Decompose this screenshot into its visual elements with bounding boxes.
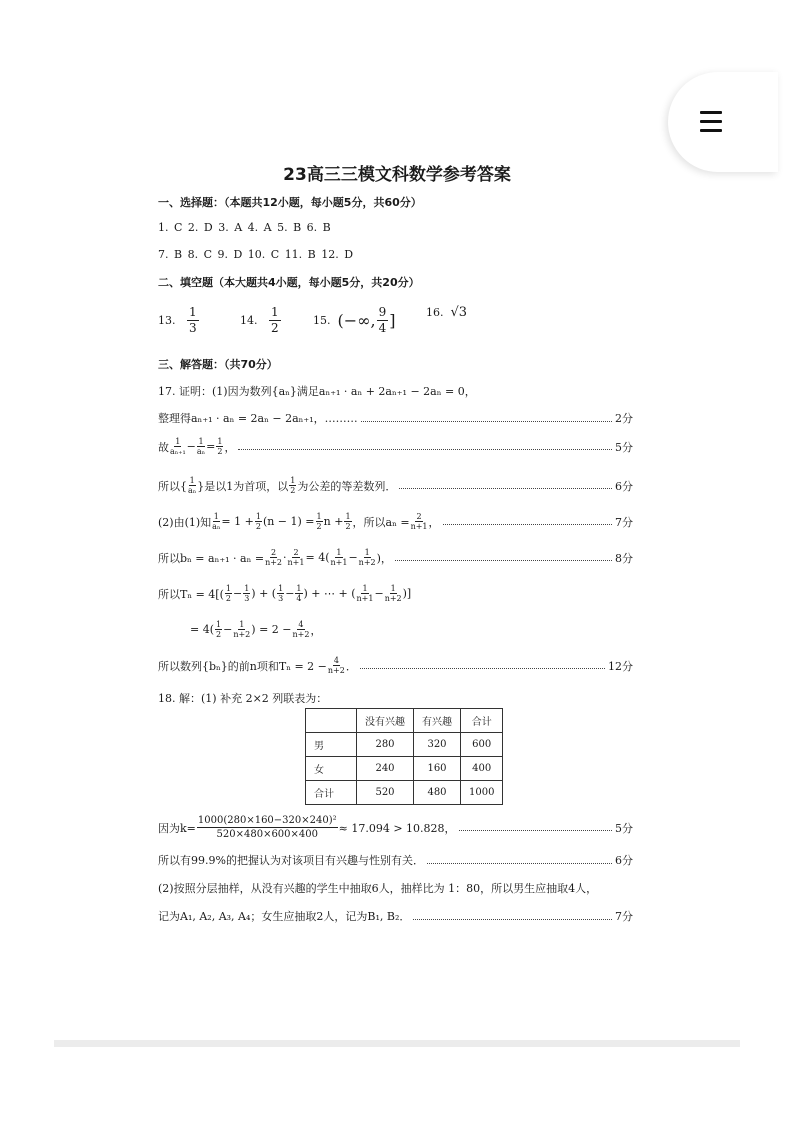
fraction: $\frac{2}{n+1}$ — [410, 512, 428, 531]
fill-answer-15 — [313, 305, 395, 336]
q17-l9-end: ． — [345, 659, 357, 673]
fraction: $\frac{1}{4}$ — [296, 584, 302, 603]
table-cell — [306, 709, 357, 733]
q17-line-5 — [158, 512, 633, 531]
fraction: $\frac{1}{\text{aₙ}}$ — [212, 512, 221, 531]
q17-l7-a: − — [232, 587, 243, 600]
q17-l3-pre: 故 — [158, 440, 169, 454]
fraction: $\frac{4}{n+2}$ — [327, 656, 345, 675]
q17-l3-eq: = — [206, 440, 216, 453]
section-choice-heading: 一、选择题：（本题共12小题，每小题5分，共60分） — [158, 196, 422, 209]
fraction: $\frac{1}{n+2}$ — [384, 584, 402, 603]
hamburger-menu-icon — [700, 111, 722, 133]
q17-l8-end: ， — [310, 623, 322, 637]
table-cell: 没有兴趣 — [357, 709, 414, 733]
table-cell: 有兴趣 — [414, 709, 461, 733]
fraction: $\frac{1}{2}$ — [216, 620, 222, 639]
table-cell: 240 — [357, 757, 414, 781]
q17-l4-end: 为公差的等差数列． — [297, 479, 397, 493]
page-bottom-edge — [54, 1040, 740, 1047]
fraction: $\frac{1}{\text{aₙ}}$ — [188, 476, 197, 495]
q17-l7-pre: 所以Tₙ = 4[( — [158, 587, 224, 601]
q15-fraction: $\frac{9}{4}$ — [378, 305, 387, 335]
q17-l5-a: = 1 + — [221, 515, 254, 528]
q17-l7-d: ) + ⋯ + ( — [303, 587, 356, 600]
table-cell: 600 — [461, 733, 503, 757]
table-cell: 男 — [306, 733, 357, 757]
fraction: $\frac{2}{n+1}$ — [287, 548, 305, 567]
q17-l8-a: − — [223, 623, 233, 636]
q17-l6-a: · — [283, 551, 287, 564]
q18-k-pre: 因为k= — [158, 821, 196, 835]
q13-fraction: $\frac{1}{3}$ — [189, 305, 197, 335]
table-row — [306, 757, 503, 781]
q17-l5-c: n + — [323, 515, 344, 528]
fraction: $\frac{1}{\text{aₙ}}$ — [196, 437, 206, 456]
fraction: $\frac{4}{n+2}$ — [292, 620, 310, 639]
q17-l3-end: ， — [224, 440, 236, 454]
score-mark: 6分 — [615, 854, 633, 867]
q17-l7-c: − — [285, 587, 295, 600]
score-mark: 12分 — [608, 659, 633, 673]
q17-l7-e: − — [374, 587, 384, 600]
score-mark: 2分 — [615, 412, 633, 425]
q17-l8-b: ) = 2 − — [251, 623, 292, 636]
score-mark: 6分 — [615, 479, 633, 493]
q17-line-6 — [158, 548, 633, 567]
q17-l4-pre: 所以{ — [158, 479, 187, 493]
q17-l6-end: )， — [376, 551, 392, 565]
q15-label: 15. — [313, 314, 331, 327]
fraction: $\frac{1}{n+2}$ — [358, 548, 376, 567]
q16-value: √3 — [450, 305, 468, 320]
score-mark: 8分 — [615, 551, 633, 565]
fraction: $\frac{2}{n+2}$ — [265, 548, 283, 567]
fraction: $\frac{1}{2}$ — [217, 437, 223, 456]
q18-line-1: 18. 解：(1) 补充 2×2 列联表为： — [158, 692, 328, 705]
section-fill-heading: 二、填空题（本大题共4小题，每小题5分，共20分） — [158, 276, 420, 289]
q17-l5-d: ，所以aₙ = — [352, 515, 410, 529]
q18-l3-text: 所以有99.9%的把握认为对该项目有兴趣与性别有关． — [158, 854, 424, 867]
q16-label: 16. — [426, 306, 444, 319]
table-row — [306, 781, 503, 805]
q14-fraction: $\frac{1}{2}$ — [271, 305, 279, 335]
q17-l5-b: (n − 1) = — [262, 515, 315, 528]
fraction: $\frac{1}{2}$ — [316, 512, 322, 531]
table-cell: 480 — [414, 781, 461, 805]
fill-answer-16 — [426, 305, 467, 320]
q17-line-8 — [190, 620, 321, 639]
table-cell: 320 — [414, 733, 461, 757]
q17-l3-mid: − — [186, 440, 196, 453]
q17-l4-mid: }是以1为首项，以 — [197, 479, 289, 493]
fraction: $\frac{1}{n+2}$ — [233, 620, 251, 639]
section-solve-heading: 三、解答题：（共70分） — [158, 358, 278, 371]
mc-answers-row-1: 1. C 2. D 3. A 4. A 5. B 6. B — [158, 221, 331, 234]
q17-l8-pre: = 4( — [190, 623, 215, 636]
fraction: $\frac{1}{2}$ — [225, 584, 231, 603]
q17-line-7 — [158, 584, 411, 603]
q17-line-3 — [158, 437, 633, 456]
q18-k-end: ≈ 17.094 > 10.828， — [338, 821, 456, 835]
q17-line-4 — [158, 476, 633, 495]
fraction: $\frac{1}{n+1}$ — [356, 584, 374, 603]
q18-l5-text: 记为A₁, A₂, A₃, A₄；女生应抽取2人，记为B₁, B₂． — [158, 910, 411, 923]
q17-l6-b: = 4( — [305, 551, 330, 564]
table-cell: 400 — [461, 757, 503, 781]
fill-answer-14 — [240, 305, 282, 336]
table-cell: 280 — [357, 733, 414, 757]
q17-line-1: 17. 证明：(1)因为数列{aₙ}满足aₙ₊₁ · aₙ + 2aₙ₊₁ − 2aₙ = 0， — [158, 385, 476, 398]
q18-line-5 — [158, 908, 633, 924]
q17-line-9 — [158, 656, 633, 675]
fraction: $\frac{1}{\text{aₙ₊₁}}$ — [170, 437, 186, 456]
page-title: 23高三三模文科数学参考答案 — [283, 165, 511, 185]
contingency-table — [305, 708, 503, 805]
table-cell: 160 — [414, 757, 461, 781]
q15-left: (−∞, — [337, 311, 376, 330]
table-header-row — [306, 709, 503, 733]
score-mark: 7分 — [615, 515, 633, 529]
q14-label: 14. — [240, 314, 258, 327]
q17-l9-pre: 所以数列{bₙ}的前n项和Tₙ = 2 − — [158, 659, 327, 673]
table-cell: 合计 — [461, 709, 503, 733]
table-cell: 1000 — [461, 781, 503, 805]
q17-l6-c: − — [348, 551, 358, 564]
score-mark: 5分 — [615, 821, 633, 835]
table-cell: 女 — [306, 757, 357, 781]
q15-right: ] — [389, 311, 396, 330]
q17-line-2 — [158, 410, 633, 426]
table-cell: 合计 — [306, 781, 357, 805]
fraction: $\frac{1}{3}$ — [244, 584, 250, 603]
q13-label: 13. — [158, 314, 176, 327]
fraction: $\frac{1}{2}$ — [345, 512, 351, 531]
score-mark: 7分 — [615, 910, 633, 923]
table-row — [306, 733, 503, 757]
q17-l7-b: ) + ( — [251, 587, 277, 600]
fraction: $\frac{1}{2}$ — [290, 476, 296, 495]
k-fraction: $\frac{\text{1000(280×160−320×240)²}}{520\times 480\times 600\times 400}$ — [197, 815, 337, 840]
q18-line-4: (2)按照分层抽样，从没有兴趣的学生中抽取6人，抽样比为 1：80，所以男生应抽取4人， — [158, 882, 598, 895]
q18-line-3 — [158, 852, 633, 868]
q17-l7-end: )] — [402, 587, 412, 600]
q17-l6-pre: 所以bₙ = aₙ₊₁ · aₙ = — [158, 551, 265, 565]
table-cell: 520 — [357, 781, 414, 805]
q17-l5-pre: (2)由(1)知 — [158, 515, 212, 529]
fraction: $\frac{1}{n+1}$ — [330, 548, 348, 567]
fraction: $\frac{1}{2}$ — [255, 512, 261, 531]
fill-answer-13 — [158, 305, 200, 336]
menu-button[interactable] — [668, 72, 778, 172]
q17-l5-end: ， — [428, 515, 440, 529]
q17-l2-text: 整理得aₙ₊₁ · aₙ = 2aₙ − 2aₙ₊₁，……… — [158, 412, 358, 425]
score-mark: 5分 — [615, 440, 633, 454]
fraction: $\frac{1}{3}$ — [278, 584, 284, 603]
q18-k-statistic-line — [158, 814, 633, 841]
mc-answers-row-2: 7. B 8. C 9. D 10. C 11. B 12. D — [158, 248, 354, 261]
